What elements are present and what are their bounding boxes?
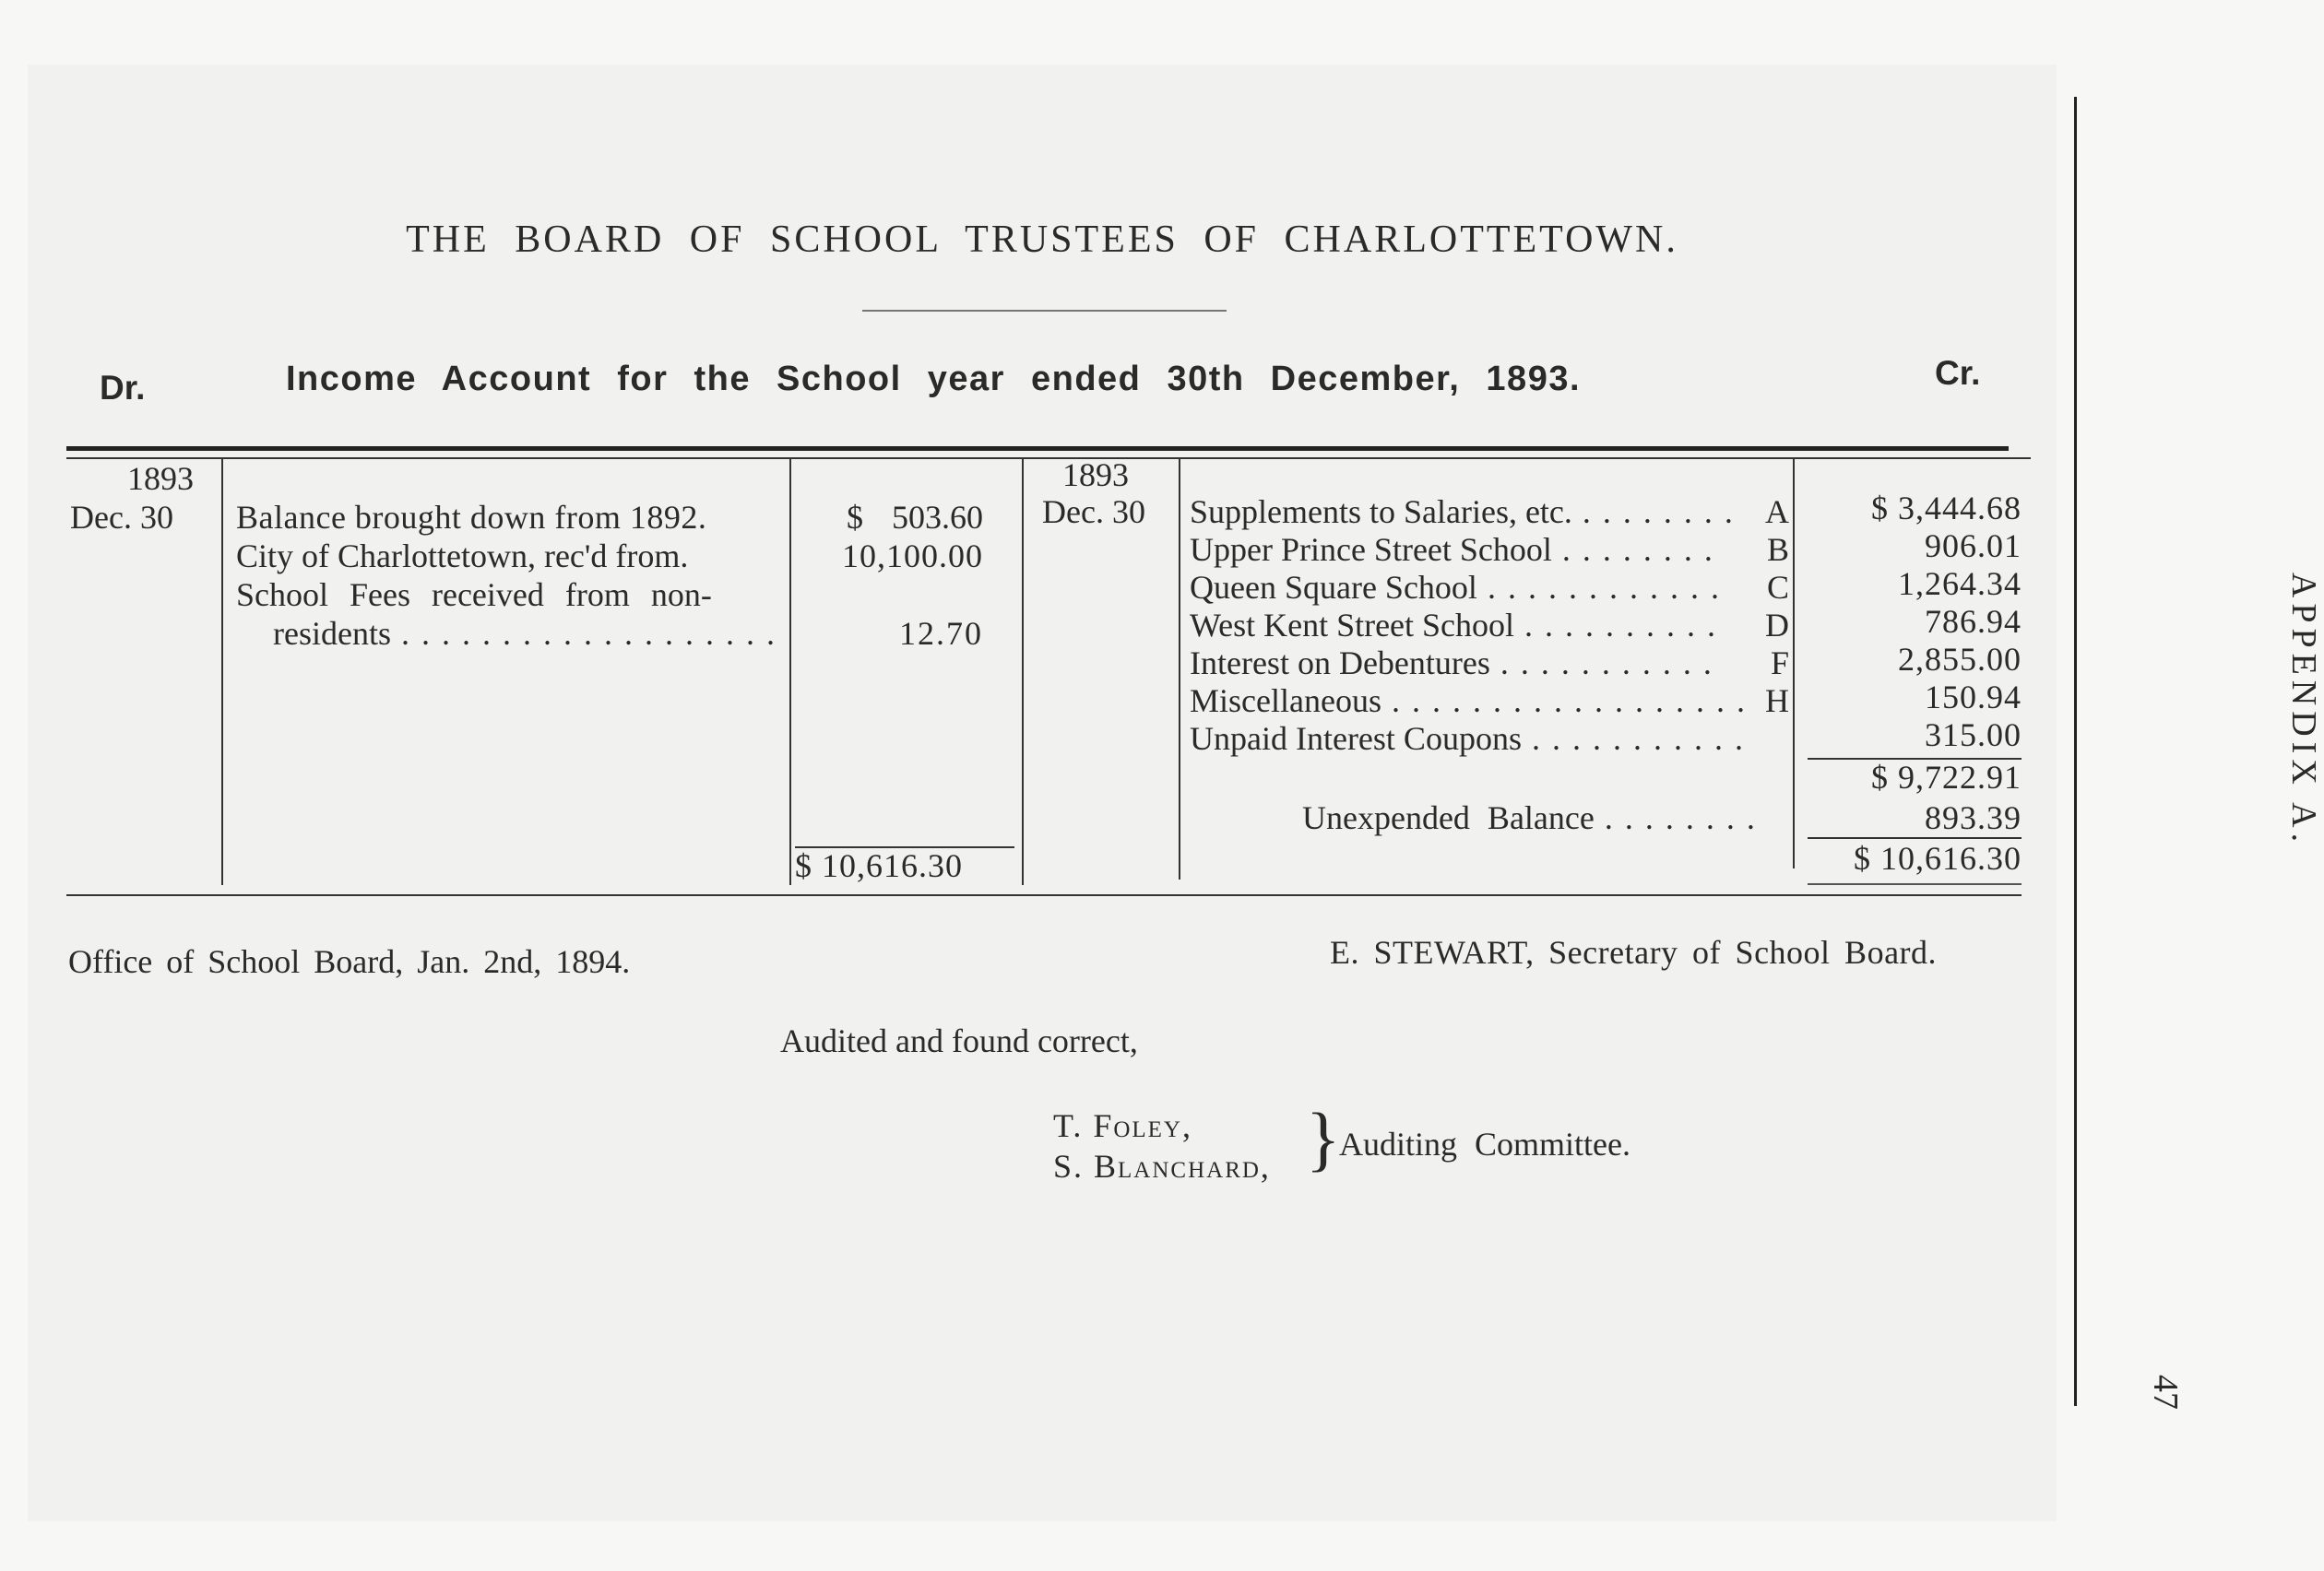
credit-item-row: Queen Square School . . . . . . . . . . . . C: [1190, 569, 1789, 606]
credit-total: $ 10,616.30: [1854, 840, 2022, 877]
credit-item-ref: C: [1766, 569, 1789, 606]
margin-rule: [2074, 97, 2077, 1406]
ledger-top-rule-thick: [66, 446, 2009, 451]
unexpended-balance-row: Unexpended Balance . . . . . . . .: [1302, 799, 1757, 836]
credit-item-row: West Kent Street School . . . . . . . . . . D: [1190, 607, 1789, 644]
debit-item-amount: $ 503.60: [847, 499, 983, 536]
credit-item-label: Queen Square School: [1190, 569, 1477, 606]
credit-date-column-rule: [1179, 457, 1180, 880]
credit-item-ref: A: [1765, 493, 1789, 530]
credit-item-ref: H: [1765, 682, 1789, 719]
credit-item-amount: 315.00: [1925, 716, 2022, 753]
account-subtitle: Income Account for the School year ended 30th December, 1893.: [286, 360, 1582, 398]
credit-item-amount: 2,855.00: [1898, 641, 2022, 678]
page-background: [28, 65, 2057, 1521]
center-rule: [1022, 457, 1024, 885]
debit-item-label-text: residents: [273, 615, 391, 652]
credit-item-label: Upper Prince Street School: [1190, 531, 1552, 568]
credit-item-amount: $ 3,444.68: [1871, 490, 2022, 526]
credit-total-underline: [1808, 883, 2022, 885]
credit-item-label: Unpaid Interest Coupons: [1190, 720, 1522, 757]
credit-item-ref: D: [1765, 607, 1789, 644]
ledger-top-rule-thin: [66, 457, 2031, 459]
credit-label: Cr.: [1935, 354, 1981, 392]
debit-total: $ 10,616.30: [795, 847, 963, 884]
credit-item-label: West Kent Street School: [1190, 607, 1515, 644]
credit-item-row: Upper Prince Street School . . . . . . . . B: [1190, 531, 1789, 568]
credit-item-amount: 786.94: [1925, 603, 2022, 640]
credit-item-row: Interest on Debentures . . . . . . . . . . . F: [1190, 644, 1789, 681]
auditor-name: S. Blanchard,: [1053, 1148, 1271, 1185]
auditor-name: T. Foley,: [1053, 1107, 1192, 1144]
page-title: THE BOARD OF SCHOOL TRUSTEES OF CHARLOTTETOWN.: [406, 219, 1678, 261]
credit-item-label: Interest on Debentures: [1190, 644, 1490, 681]
ledger-bottom-rule: [66, 894, 2022, 896]
page-number: 47: [2146, 1375, 2185, 1410]
credit-item-row: Miscellaneous . . . . . . . . . . . . . . . . . . H: [1190, 682, 1789, 719]
debit-label: Dr.: [100, 369, 146, 407]
debit-item-label: School Fees received from non-: [236, 576, 712, 613]
debit-item-amount: 12.70: [899, 615, 983, 652]
debit-year: 1893: [127, 460, 194, 497]
audit-statement: Audited and found correct,: [780, 1022, 1138, 1059]
unexpended-balance-amount: 893.39: [1925, 799, 2022, 836]
auditors-brace: }: [1306, 1098, 1341, 1178]
title-divider: [862, 310, 1227, 312]
office-date: Office of School Board, Jan. 2nd, 1894.: [68, 943, 631, 980]
secretary-signature: E. STEWART, Secretary of School Board.: [1330, 934, 1938, 971]
credit-item-ref: F: [1770, 644, 1789, 681]
appendix-label: APPENDIX A.: [2284, 572, 2323, 848]
credit-item-label: Miscellaneous: [1190, 682, 1381, 719]
credit-item-row: Unpaid Interest Coupons . . . . . . . . . . .: [1190, 720, 1745, 757]
credit-item-amount: 906.01: [1925, 527, 2022, 564]
debit-item-label: City of Charlottetown, rec'd from.: [236, 537, 689, 574]
credit-item-row: Supplements to Salaries, etc. . . . . . . . . A: [1190, 493, 1789, 530]
debit-amount-column-rule: [789, 457, 791, 885]
credit-date: Dec. 30: [1042, 493, 1145, 530]
auditing-committee-label: Auditing Committee.: [1339, 1126, 1630, 1163]
unexpended-balance-label: Unexpended Balance: [1302, 799, 1595, 836]
credit-year: 1893: [1062, 456, 1129, 493]
debit-item-amount: 10,100.00: [842, 537, 983, 574]
debit-date-column-rule: [221, 457, 223, 885]
credit-item-amount: 1,264.34: [1898, 565, 2022, 602]
credit-item-amount: 150.94: [1925, 679, 2022, 715]
credit-item-ref: B: [1766, 531, 1789, 568]
debit-item-label: Balance brought down from 1892.: [236, 499, 707, 536]
credit-amount-column-rule: [1793, 457, 1795, 868]
credit-item-label: Supplements to Salaries, etc.: [1190, 493, 1572, 530]
debit-date: Dec. 30: [70, 499, 173, 536]
credit-subtotal: $ 9,722.91: [1871, 759, 2022, 796]
debit-item-label: residents . . . . . . . . . . . . . . . . . . .: [273, 615, 777, 652]
